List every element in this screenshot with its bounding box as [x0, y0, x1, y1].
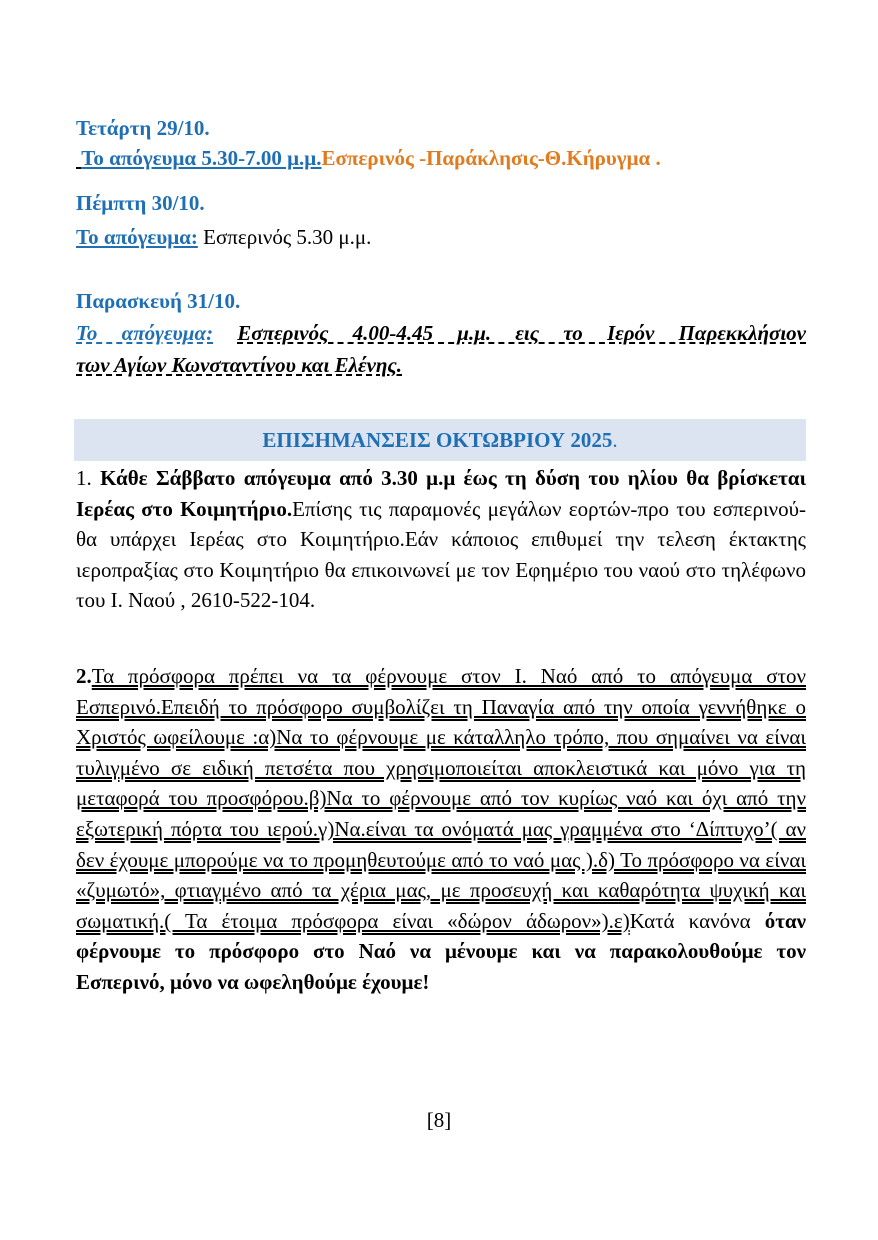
banner-title: ΕΠΙΣΗΜΑΝΣΕΙΣ ΟΚΤΩΒΡΙΟΥ 2025: [262, 428, 613, 452]
note-text: Κατά κανόνα: [629, 908, 765, 933]
note-bold-text: όταν φέρνουμε το πρόσφορο στο Ναό να μένουμε και να παρακολουθούμε τον Εσπερινό, μόνο να ωφεληθούμε έχουμε!: [76, 908, 806, 994]
note-2: [76, 661, 806, 998]
section-banner: [74, 419, 806, 461]
day-heading-wednesday: Τετάρτη 29/10.: [76, 116, 210, 140]
day-heading-thursday: Πέμπτη 30/10.: [76, 191, 205, 215]
schedule-line-thursday: [76, 222, 371, 252]
note-underlined-text: Τα πρόσφορα πρέπει να τα φέρνουμε στον Ι. Ναό από το απόγευμα στον Εσπερινό.Επειδή το πρόσφορο συμβολίζει τη Παναγία από την οποία γεννήθηκε ο Χριστός ωφείλουμε :α)Να το φέρνουμε με κάταλληλο τρόπο, που σημαίνει να είναι τυλιγμένο σε ειδική πετσέτα που χρησιμοποιείται αποκλειστικά και μόνο για τη μεταφορά του προσφόρου.β)Να το φέρνουμε από τον κυρίως ναό και όχι από την εξωτερική πόρτα του ιερού.γ)Να.είναι τα ονόματά μας γραμμένα στο ‘Δίπτυχο’( αν δεν έχουμε μπορούμε να το προμηθευτούμε από το ναό μας ).δ) Το πρόσφορο να είναι «ζυμωτό», φτιαγμένο από τα χέρια μας, με προσευχή και καθαρότητα ψυχική και σωματική.( Τα έτοιμα πρόσφορα είναι «δώρον άδωρον»).ε): [76, 664, 806, 933]
banner-dot: .: [612, 428, 618, 452]
schedule-line-wednesday: [76, 143, 661, 173]
schedule-line-friday-cont: [76, 350, 402, 380]
note-number: 2.: [76, 664, 92, 688]
service-text: των Αγίων Κωνσταντίνου και Ελένης.: [76, 353, 403, 377]
note-bold-text: Κάθε Σάββατο απόγευμα από 3.30 μ.μ έως τη δύση του ηλίου θα βρίσκεται Ιερέας στο Κοιμητήριο.: [76, 466, 806, 521]
time-label: Το απόγευμα 5.30-7.00 μ.μ.: [81, 146, 322, 170]
service-text: Εσπερινός 4.00-4.45 μ.μ. εις το Ιερόν Παρεκκλήσιον: [237, 321, 806, 345]
note-text: Επίσης τις παραμονές μεγάλων εορτών-προ του εσπερινού-θα υπάρχει Ιερέας στο Κοιμητήριο.Εάν κάποιος επιθυμεί την τελεση έκτακτης ιεροπραξίας στο Κοιμητήριο θα επικοινωνεί με τον Εφημέριο του ναού στο τηλέφωνο του Ι. Ναού , 2610-522-104.: [76, 496, 807, 613]
time-label: Το απόγευμα:: [76, 321, 214, 345]
day-heading-friday: Παρασκευή 31/10.: [76, 289, 241, 313]
schedule-line-friday: [76, 318, 806, 348]
note-1: [76, 463, 806, 616]
note-number: 1.: [76, 466, 101, 490]
page-number: [8]: [426, 1108, 452, 1132]
service-text: Εσπερινός -Παράκλησις-Θ.Κήρυγμα .: [321, 146, 661, 170]
time-label: Το απόγευμα:: [76, 225, 198, 249]
service-text: Εσπερινός 5.30 μ.μ.: [197, 225, 372, 249]
